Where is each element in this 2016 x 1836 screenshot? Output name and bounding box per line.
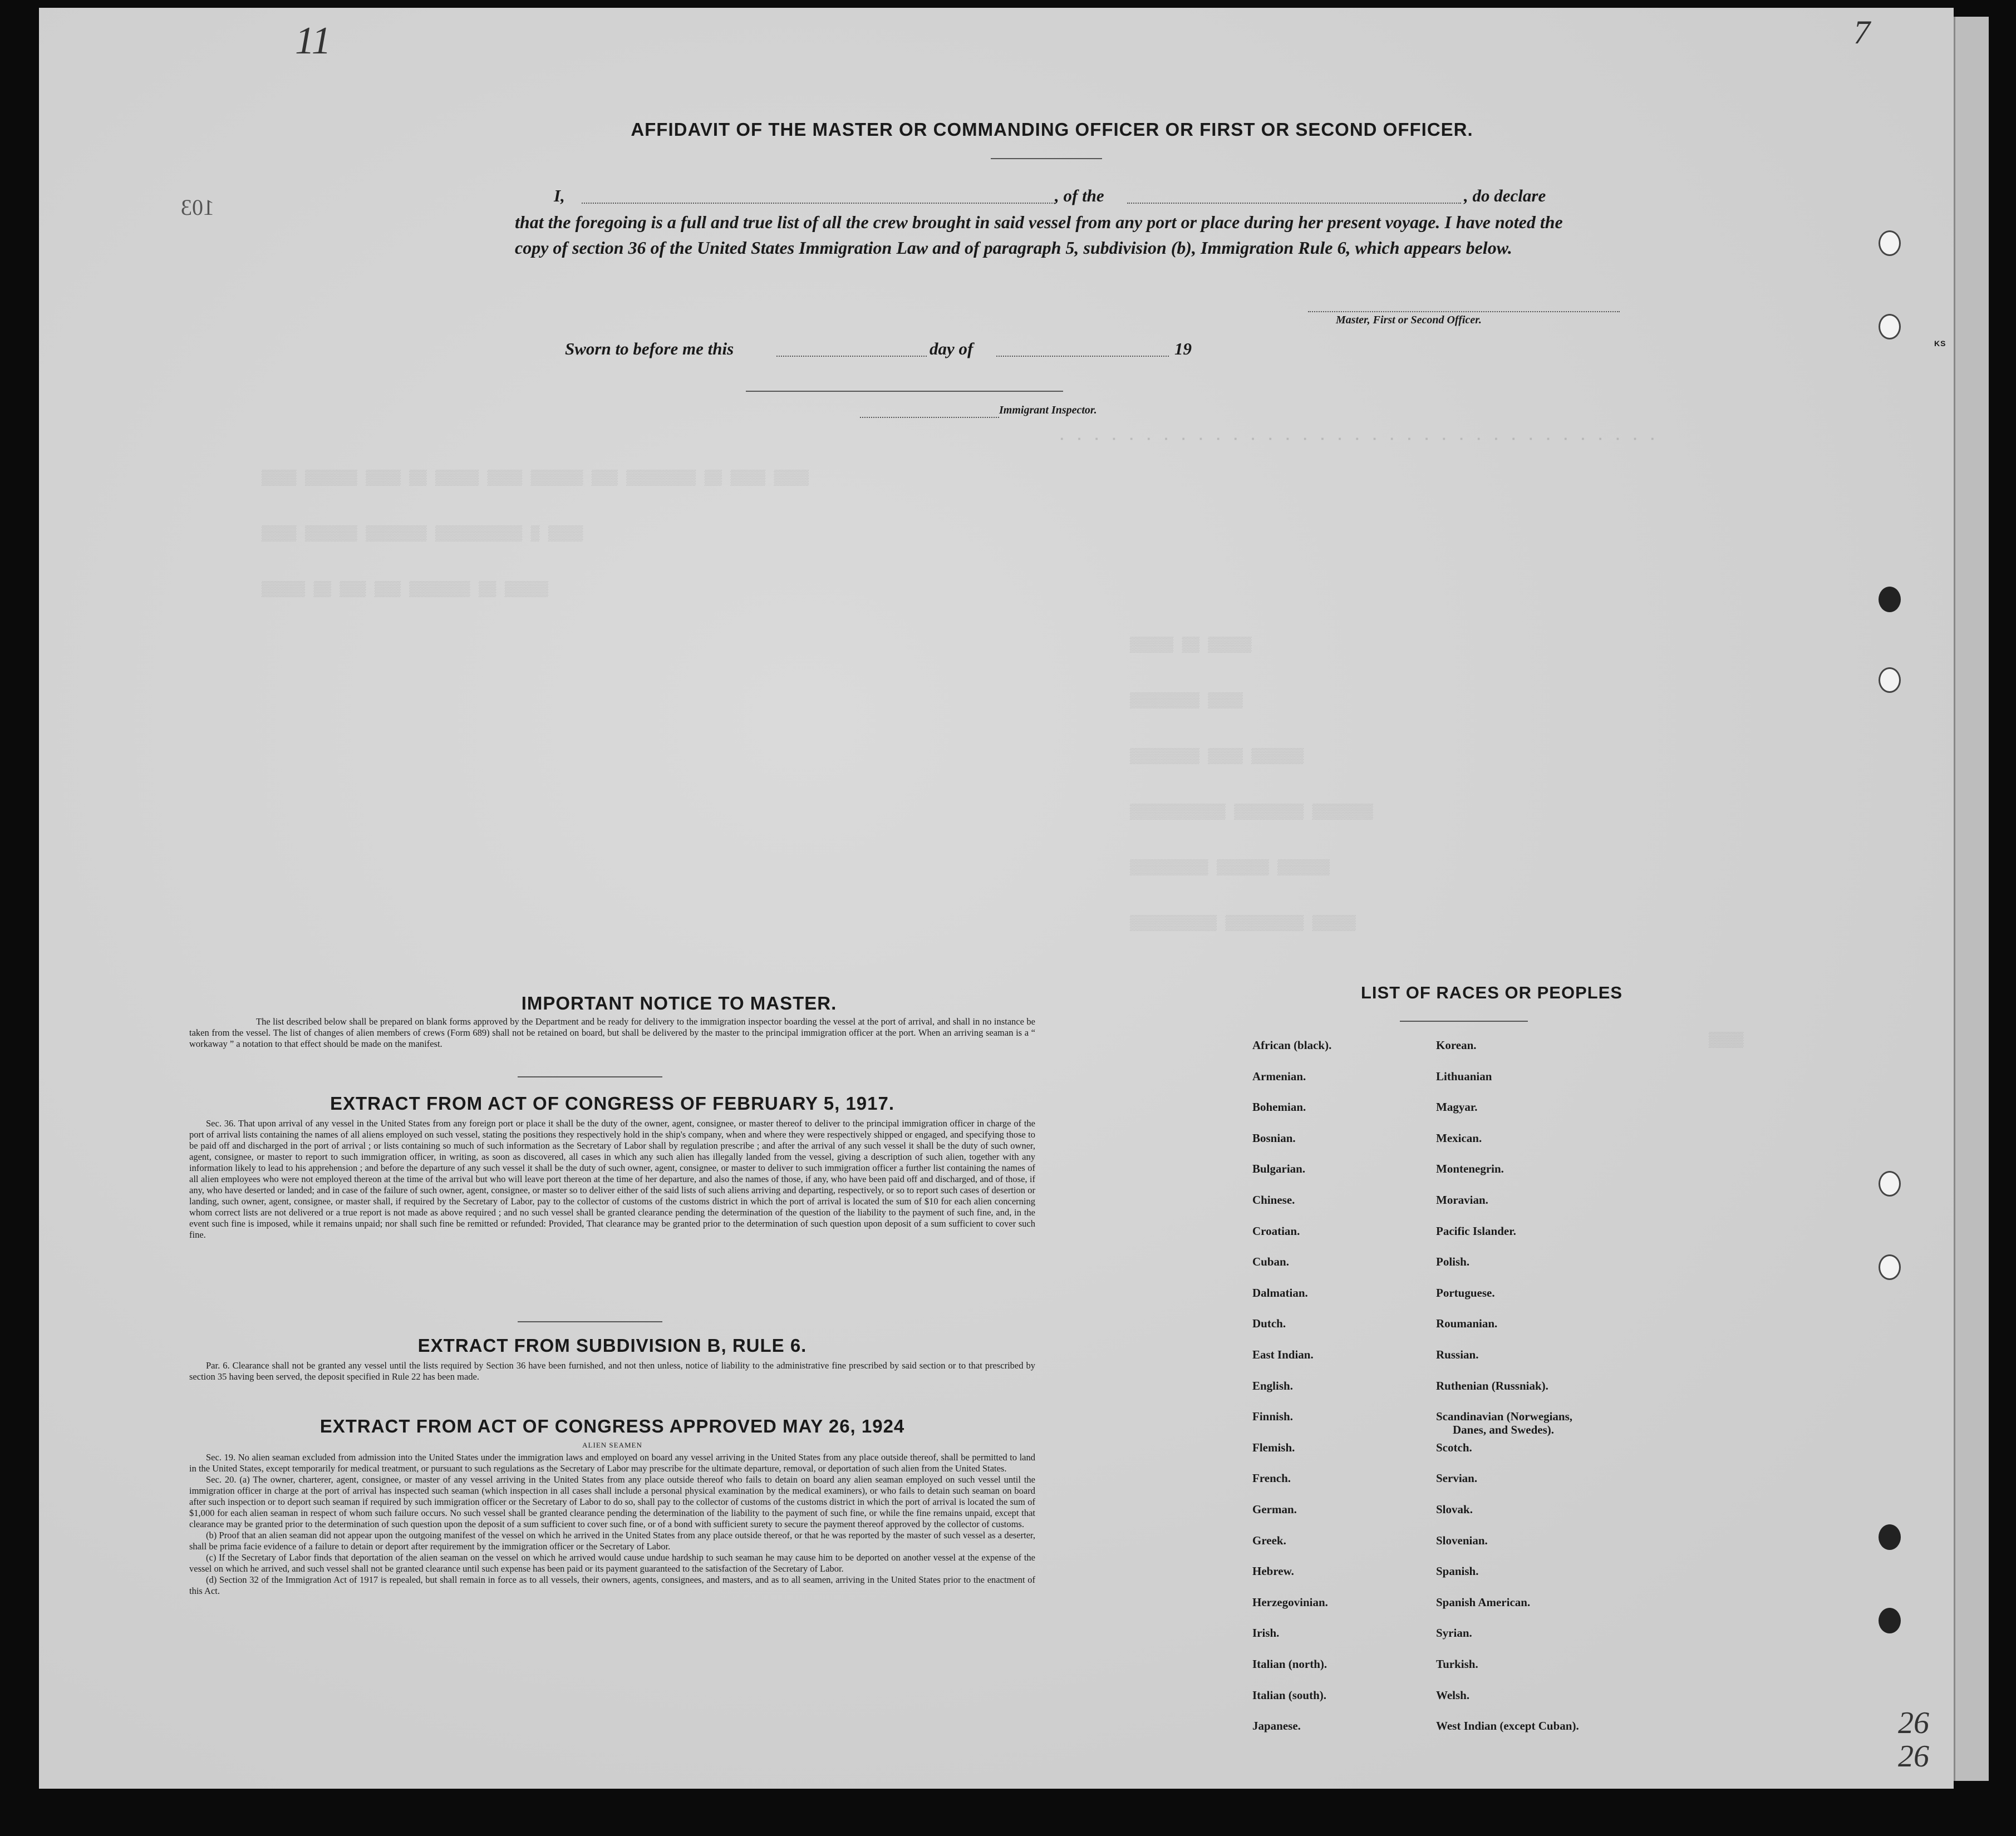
- race-item: Spanish.: [1436, 1564, 1479, 1578]
- handwritten-mark: 11: [295, 19, 331, 62]
- race-item: Slovenian.: [1436, 1533, 1488, 1547]
- race-item: Hebrew.: [1252, 1564, 1294, 1578]
- bleed-through-text: ▒▒▒▒▒ ▒▒ ▒▒▒▒▒: [1130, 637, 1252, 653]
- race-item: Polish.: [1436, 1255, 1470, 1269]
- affidavit-title: AFFIDAVIT OF THE MASTER OR COMMANDING OFFICER OR FIRST OR SECOND OFFICER.: [631, 119, 1473, 140]
- year-prefix: 19: [1174, 339, 1192, 358]
- inspector-label: Immigrant Inspector.: [999, 404, 1097, 416]
- race-item: Danes, and Swedes).: [1453, 1423, 1555, 1437]
- race-item: Mexican.: [1436, 1131, 1482, 1145]
- extract-1917-title: EXTRACT FROM ACT OF CONGRESS OF FEBRUARY 5, 1917.: [330, 1093, 895, 1114]
- race-item: Scandinavian (Norwegians,: [1436, 1410, 1573, 1424]
- bleed-through-text: ▒▒▒▒ ▒▒▒▒▒▒ ▒▒▒▒ ▒▒ ▒▒▒▒▒ ▒▒▒▒ ▒▒▒▒▒▒ ▒▒▒ ▒▒▒▒▒▒▒▒ ▒▒ ▒▒▒▒ ▒▒▒▒: [262, 470, 809, 486]
- sworn-text: Sworn to before me this: [565, 339, 734, 358]
- race-item: Dalmatian.: [1252, 1286, 1308, 1300]
- rule6-text: Par. 6. Clearance shall not be granted any vessel until the lists required by Section 36 have been furnished, and not then unless, notice of liability to the administrative fine prescribed by said section or to that prescribed by section 35 having been served, the deposit specified in Rule 22 has been made.: [189, 1360, 1035, 1382]
- inspector-rule: [746, 391, 1063, 392]
- race-item: Portuguese.: [1436, 1286, 1495, 1300]
- punch-hole: [1879, 1254, 1901, 1280]
- race-item: Montenegrin.: [1436, 1162, 1504, 1176]
- race-item: Greek.: [1252, 1533, 1286, 1547]
- rule6-title: EXTRACT FROM SUBDIVISION B, RULE 6.: [417, 1335, 807, 1356]
- bleed-through-text: ▒▒▒▒▒▒▒▒ ▒▒▒▒: [1130, 692, 1243, 709]
- extract-1924-p3: (b) Proof that an alien seaman did not appear upon the outgoing manifest of the vessel on which he arrived in the United States from any place outside thereof, or that he was reported by the master of such vessel as a deserter, shall be prima facie evidence of a failure to detain or deport after requirement by the immigration officer or the Secretary of Labor.: [189, 1530, 1035, 1552]
- title-underline: [991, 158, 1102, 159]
- race-item: Dutch.: [1252, 1317, 1286, 1331]
- master-label: Master, First or Second Officer.: [1336, 314, 1482, 326]
- notice-divider: [518, 1076, 662, 1077]
- punch-hole: [1879, 1608, 1901, 1633]
- race-item: Irish.: [1252, 1626, 1280, 1640]
- bleed-through-text: ▒▒▒▒▒ ▒▒ ▒▒▒ ▒▒▒ ▒▒▒▒▒▒▒ ▒▒ ▒▒▒▒▒: [262, 581, 548, 598]
- race-item: Bohemian.: [1252, 1100, 1306, 1114]
- race-item: French.: [1252, 1471, 1291, 1485]
- punch-hole: [1879, 230, 1901, 256]
- sworn-month-blank: [996, 356, 1169, 357]
- race-item: German.: [1252, 1503, 1297, 1516]
- race-item: Armenian.: [1252, 1069, 1306, 1083]
- affidavit-declare: , do declare: [1464, 186, 1546, 205]
- punch-hole: [1879, 314, 1901, 339]
- race-item: Chinese.: [1252, 1193, 1295, 1207]
- race-item: Slovak.: [1436, 1503, 1473, 1516]
- extract-1924-p2: Sec. 20. (a) The owner, charterer, agent, consignee, or master of any vessel arriving in the United States from any place outside thereof who fails to detain on board any alien seaman employed on such vessel until the immigration officer in charge at the port of arrival has inspected such seaman (which inspection in all cases shall include a personal physical examination by the medical examiners), or who fails to detain such seaman on board after such inspection or to deport such seaman if required by such immigration officer or the Secretary of Labor to do so, shall pay to the collector of customs of the customs district in which the port of arrival is located the sum of $1,000 for each alien seaman in respect of whom such failure occurs. No such vessel shall be granted clearance pending the determination of the liability to the payment of such fine, or while the fine remains unpaid, except that clearance may be granted prior to the determination of such question upon the deposit of a sum sufficient to cover such fine, or of a bond with sufficient surety to secure the payment thereof approved by the collector of customs.: [189, 1474, 1035, 1529]
- bleed-through-text: ▒▒▒▒ ▒▒▒▒▒▒ ▒▒▒▒▒▒▒ ▒▒▒▒▒▒▒▒▒▒ ▒ ▒▒▒▒: [262, 525, 583, 542]
- affidavit-i: I,: [554, 186, 565, 205]
- race-item: Syrian.: [1436, 1626, 1472, 1640]
- race-item: Cuban.: [1252, 1255, 1289, 1269]
- race-item: Herzegovinian.: [1252, 1595, 1328, 1609]
- punch-hole: [1879, 1171, 1901, 1197]
- race-item: Servian.: [1436, 1471, 1478, 1485]
- race-item: Flemish.: [1252, 1440, 1295, 1454]
- affidavit-of-the: , of the: [1055, 186, 1104, 205]
- extract-1924-p5: (d) Section 32 of the Immigration Act of 1917 is repealed, but shall remain in force as to all vessels, their owners, agents, consignees, and masters, and as to all seamen, arriving in the United States prior to the enactment of this Act.: [189, 1574, 1035, 1596]
- race-item: Lithuanian: [1436, 1069, 1492, 1083]
- race-item: Spanish American.: [1436, 1595, 1531, 1609]
- inspector-signature-line: [860, 417, 999, 418]
- race-item: Roumanian.: [1436, 1317, 1498, 1331]
- race-item: Ruthenian (Russniak).: [1436, 1379, 1548, 1392]
- bleed-through-text: ▒▒▒▒▒▒▒▒▒ ▒▒▒▒▒▒ ▒▒▒▒▒▒: [1130, 859, 1330, 876]
- extract-1924-p1: Sec. 19. No alien seaman excluded from admission into the United States under the immigration laws and employed on board any vessel arriving in the United States from any place outside thereof, shall be permitted to land in the United States, except temporarily for medical treatment, or pursuant to such regulations as the Secretary of Labor may prescribe for the ultimate departure, removal, or deportation of such alien from the United States.: [189, 1452, 1035, 1474]
- race-item: Turkish.: [1436, 1657, 1478, 1671]
- race-item: African (black).: [1252, 1038, 1332, 1052]
- bleed-through-text: · · · · · · · · · · · · · · · · · · · · · · · · · · · · · · · · · · ·: [1058, 431, 1657, 447]
- handwritten-number: 26: [1898, 1706, 1929, 1740]
- extract-1924-subtitle: ALIEN SEAMEN: [582, 1441, 642, 1449]
- extract-1924-body: [189, 1452, 1035, 1597]
- affidavit-body: that the foregoing is a full and true list of all the crew brought in said vessel from any port or place during her present voyage. I have noted the copy of section 36 of the United States Immigration Law and of paragraph 5, subdivision (b), Immigration Rule 6, which appears below.: [515, 212, 1563, 258]
- bleed-through-text: ▒▒▒▒: [1709, 1032, 1744, 1049]
- handwritten-mark: 7: [1853, 14, 1870, 51]
- handwritten-number: 26: [1898, 1739, 1929, 1774]
- document-sheet: [39, 8, 1954, 1789]
- underlying-page-edge: [1954, 17, 1989, 1781]
- extract-1924-title: EXTRACT FROM ACT OF CONGRESS APPROVED MAY 26, 1924: [319, 1416, 905, 1436]
- race-item: Italian (north).: [1252, 1657, 1327, 1671]
- races-title: LIST OF RACES OR PEOPLES: [1360, 983, 1623, 1002]
- punch-hole: [1879, 587, 1901, 612]
- name-blank: [582, 203, 1055, 204]
- bleed-through-text: ▒▒▒▒▒▒▒▒ ▒▒▒▒ ▒▒▒▒▒▒: [1130, 748, 1304, 765]
- races-divider: [1400, 1021, 1528, 1022]
- race-item: Japanese.: [1252, 1719, 1301, 1733]
- day-of-text: day of: [930, 339, 973, 358]
- race-item: Scotch.: [1436, 1440, 1472, 1454]
- sworn-day-blank: [776, 356, 927, 357]
- punch-hole: [1879, 1524, 1901, 1550]
- race-item: Italian (south).: [1252, 1688, 1327, 1702]
- race-item: East Indian.: [1252, 1348, 1314, 1361]
- master-signature-line: [1308, 311, 1620, 312]
- notice-text: The list described below shall be prepared on blank forms approved by the Department and be ready for delivery to the immigration inspector boarding the vessel at the port of arrival, and shall in no instance be taken from the vessel. The list of changes of alien members of crews (Form 689) shall not be retained on board, but shall be delivered by the master to the principal immigration officer at the port. When an arriving seaman is a “ workaway ” a notation to that effect should be made on the manifest.: [189, 1016, 1035, 1049]
- vessel-blank: [1127, 203, 1461, 204]
- race-item: West Indian (except Cuban).: [1436, 1719, 1579, 1733]
- race-item: Pacific Islander.: [1436, 1224, 1516, 1238]
- bleed-through-text: ▒▒▒▒▒▒▒▒▒▒▒ ▒▒▒▒▒▒▒▒ ▒▒▒▒▒▒▒: [1130, 804, 1373, 820]
- race-item: Welsh.: [1436, 1688, 1470, 1702]
- race-item: English.: [1252, 1379, 1293, 1392]
- race-item: Moravian.: [1436, 1193, 1488, 1207]
- bleed-through-text: ▒▒▒▒▒▒▒▒▒▒ ▒▒▒▒▒▒▒▒▒ ▒▒▒▒▒: [1130, 915, 1356, 932]
- race-item: Croatian.: [1252, 1224, 1300, 1238]
- extract-1924-p4: (c) If the Secretary of Labor finds that deportation of the alien seaman on the vessel on which he arrived would cause undue hardship to such seaman he may cause him to be deported on another vessel at the expense of the vessel on which he arrived, and such vessel shall not be granted clearance until such expense has been paid or its payment guaranteed to the satisfaction of the Secretary of Labor.: [189, 1552, 1035, 1574]
- extract-1917-divider: [518, 1321, 662, 1322]
- race-item: Russian.: [1436, 1348, 1479, 1361]
- race-item: Magyar.: [1436, 1100, 1478, 1114]
- extract-1917-text: Sec. 36. That upon arrival of any vessel in the United States from any foreign port or place it shall be the duty of the owner, agent, consignee, or master thereof to deliver to the principal immigration officer in charge of the port of arrival lists containing the names of all aliens employed on such vessel, stating the positions they respectively hold in the ship's company, when and where they were respectively shipped or engaged, and specifying those to be paid off and discharged in the port of arrival ; or lists containing so much of such information as the Secretary of Labor shall by regulation prescribe ; and after the arrival of any such vessel it shall be the duty of such owner, agent, consignee, or master to report to such immigration officer, in writing, as soon as discovered, all cases in which any such alien has illegally landed from the vessel, giving a description of such alien, together with any information likely to lead to his apprehension ; and before the departure of any such vessel it shall be the duty of such owner, agent, consignee, or master to deliver to such immigration officer a further list containing the names of all alien employees who were not employed thereon at the time of the arrival but who will leave port thereon at the time of her departure, and also the names of those, if any, who have been paid off and discharged, and of those, if any, who have deserted or landed; and in case of the failure of such owner, agent, consignee, or master so to deliver either of the said lists of such aliens arriving and departing, respectively, or so to report such cases of desertion or landing, such owner, agent, consignee, or master shall, if required by the Secretary of Labor, pay to the collector of customs of the customs district in which the port of arrival is located the sum of $10 for each alien concerning whom correct lists are not delivered or a true report is not made as above required ; and no such vessel shall be granted clearance pending the determination of the question of the liability to the payment of such fine, and, in the event such fine is imposed, while it remains unpaid; nor shall such fine be remitted or refunded: Provided, That clearance may be granted prior to the determination of such question upon deposit of a sum sufficient to cover such fine.: [189, 1118, 1035, 1240]
- edge-fragment-text: KS: [1934, 339, 1946, 348]
- punch-hole: [1879, 667, 1901, 693]
- race-item: Korean.: [1436, 1038, 1477, 1052]
- race-item: Bulgarian.: [1252, 1162, 1306, 1176]
- race-item: Bosnian.: [1252, 1131, 1296, 1145]
- reversed-stamp-number: 103: [181, 195, 214, 220]
- notice-title: IMPORTANT NOTICE TO MASTER.: [521, 993, 837, 1013]
- race-item: Finnish.: [1252, 1410, 1293, 1424]
